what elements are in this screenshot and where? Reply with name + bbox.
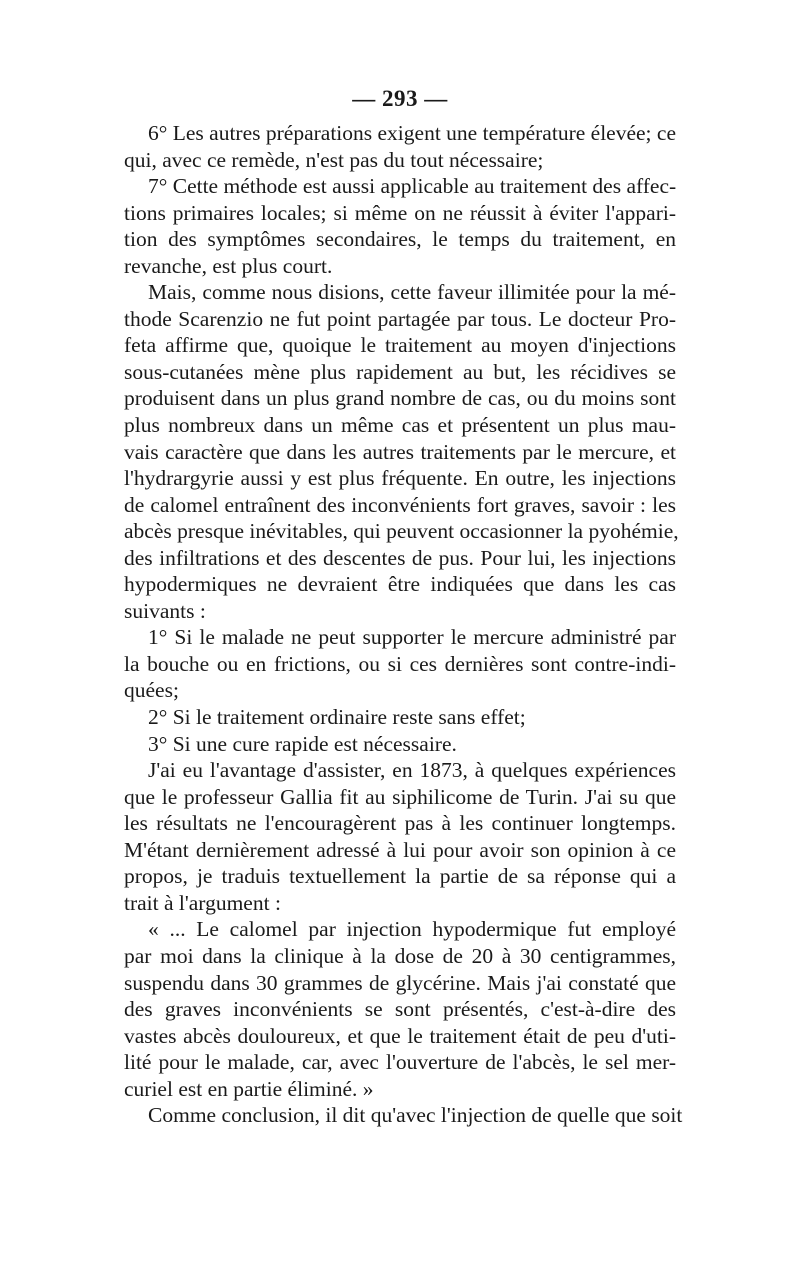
text-line: revanche, est plus court. (124, 253, 333, 278)
text-line: Comme conclusion, il dit qu'avec l'injection de quelle que soit (148, 1103, 683, 1128)
text-line: feta affirme que, quoique le traitement au moyen d'injections (124, 333, 676, 358)
text-line: quées; (124, 678, 179, 703)
body-text (124, 120, 683, 1129)
text-line: M'étant dernièrement adressé à lui pour avoir son opinion à ce (124, 837, 676, 862)
text-line: l'hydrargyrie aussi y est plus fréquente. En outre, les injections (124, 466, 676, 491)
text-line: de calomel entraînent des inconvénients fort graves, savoir : les (124, 492, 676, 517)
text-line: que le professeur Gallia fit au siphilicome de Turin. J'ai su que (124, 784, 676, 809)
text-line: 1° Si le malade ne peut supporter le mercure administré par (148, 625, 676, 650)
text-line: produisent dans un plus grand nombre de cas, ou du moins sont (124, 386, 676, 411)
text-line: propos, je traduis textuellement la partie de sa réponse qui a (124, 864, 676, 889)
text-line: qui, avec ce remède, n'est pas du tout nécessaire; (124, 147, 544, 172)
text-line: thode Scarenzio ne fut point partagée par tous. Le docteur Pro- (124, 306, 676, 331)
text-line: J'ai eu l'avantage d'assister, en 1873, à quelques expériences (148, 758, 676, 783)
text-line: des infiltrations et des descentes de pus. Pour lui, les injections (124, 545, 676, 570)
text-line: 3° Si une cure rapide est nécessaire. (148, 731, 457, 756)
text-line: par moi dans la clinique à la dose de 20 à 30 centigrammes, (124, 943, 676, 968)
text-line: abcès presque inévitables, qui peuvent occasionner la pyohémie, (124, 519, 679, 544)
text-line: hypodermiques ne devraient être indiquées que dans les cas (124, 572, 676, 597)
text-line: vais caractère que dans les autres traitements par le mercure, et (124, 439, 676, 464)
text-line: « ... Le calomel par injection hypodermique fut employé (148, 917, 676, 942)
text-line: les résultats ne l'encouragèrent pas à les continuer longtemps. (124, 811, 676, 836)
text-line: 2° Si le traitement ordinaire reste sans effet; (148, 705, 526, 730)
text-line: plus nombreux dans un même cas et présentent un plus mau- (124, 413, 676, 438)
text-line: sous-cutanées mène plus rapidement au but, les récidives se (124, 359, 676, 384)
text-line: 7° Cette méthode est aussi applicable au traitement des affec- (148, 174, 677, 199)
text-line: suivants : (124, 598, 206, 623)
page-number: — 293 — (352, 86, 448, 111)
text-line: suspendu dans 30 grammes de glycérine. Mais j'ai constaté que (124, 970, 676, 995)
text-line: tions primaires locales; si même on ne réussit à éviter l'appari- (124, 200, 676, 225)
text-line: Mais, comme nous disions, cette faveur illimitée pour la mé- (148, 280, 676, 305)
text-line: curiel est en partie éliminé. » (124, 1076, 374, 1101)
text-line: tion des symptômes secondaires, le temps du traitement, en (124, 227, 676, 252)
text-line: des graves inconvénients se sont présentés, c'est-à-dire des (124, 997, 676, 1022)
text-line: la bouche ou en frictions, ou si ces dernières sont contre-indi- (124, 651, 676, 676)
text-line: 6° Les autres préparations exigent une température élevée; ce (148, 121, 676, 145)
text-line: vastes abcès douloureux, et que le traitement était de peu d'uti- (124, 1023, 676, 1048)
text-line: trait à l'argument : (124, 890, 281, 915)
text-line: lité pour le malade, car, avec l'ouverture de l'abcès, le sel mer- (124, 1050, 676, 1075)
